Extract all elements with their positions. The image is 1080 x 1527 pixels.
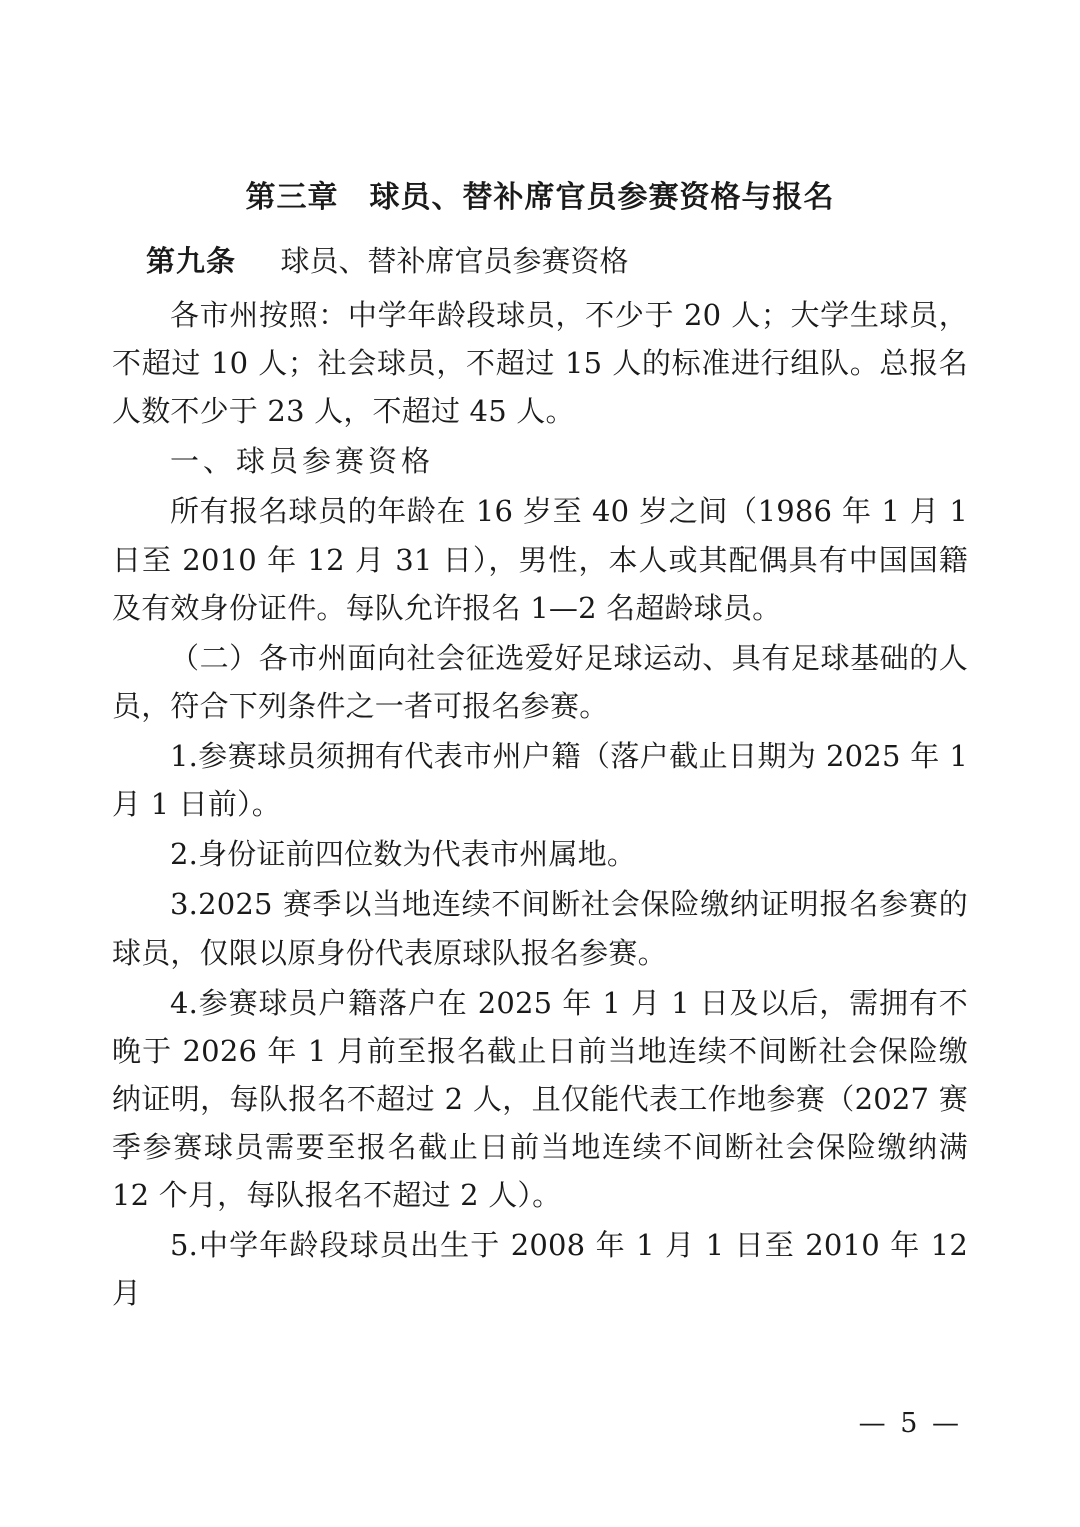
- article-title: 球员、替补席官员参赛资格: [280, 244, 629, 278]
- paragraph-item-5: 5.中学年龄段球员出生于 2008 年 1 月 1 日至 2010 年 12 月: [112, 1228, 968, 1311]
- paragraph-item-two: （二）各市州面向社会征选爱好足球运动、具有足球基础的人员，符合下列条件之一者可报名参赛。: [112, 640, 968, 723]
- paragraph-age-requirement: 所有报名球员的年龄在 16 岁至 40 岁之间（1986 年 1 月 1 日至 2010 年 12 月 31 日），男性，本人或其配偶具有中国国籍及有效身份证件。每队允许报名 1—2 名超龄球员。: [112, 494, 968, 625]
- article-number: 第九条: [146, 244, 237, 278]
- page-number: — 5 —: [858, 1408, 962, 1439]
- paragraph-section-one: 一、球员参赛资格: [170, 444, 435, 479]
- chapter-title: 第三章 球员、替补席官员参赛资格与报名: [245, 180, 835, 215]
- paragraph-item-1: 1.参赛球员须拥有代表市州户籍（落户截止日期为 2025 年 1 月 1 日前）。: [112, 739, 968, 822]
- paragraph-item-4: 4.参赛球员户籍落户在 2025 年 1 月 1 日及以后，需拥有不晚于 2026 年 1 月前至报名截止日前当地连续不间断社会保险缴纳证明，每队报名不超过 2 人，且仅能代表工作地参赛（2027 赛季参赛球员需要至报名截止日前当地连续不间断社会保险缴纳满 12 个月，每队报名不超过 2 人）。: [112, 985, 968, 1213]
- paragraph-team-composition: 各市州按照：中学年龄段球员，不少于 20 人；大学生球员，不超过 10 人；社会球员，不超过 15 人的标准进行组队。总报名人数不少于 23 人，不超过 45 人。: [112, 297, 968, 429]
- paragraph-item-3: 3.2025 赛季以当地连续不间断社会保险缴纳证明报名参赛的球员，仅限以原身份代表原球队报名参赛。: [112, 887, 968, 970]
- article-heading: [112, 238, 968, 285]
- paragraph-item-2: 2.身份证前四位数为代表市州属地。: [170, 837, 637, 872]
